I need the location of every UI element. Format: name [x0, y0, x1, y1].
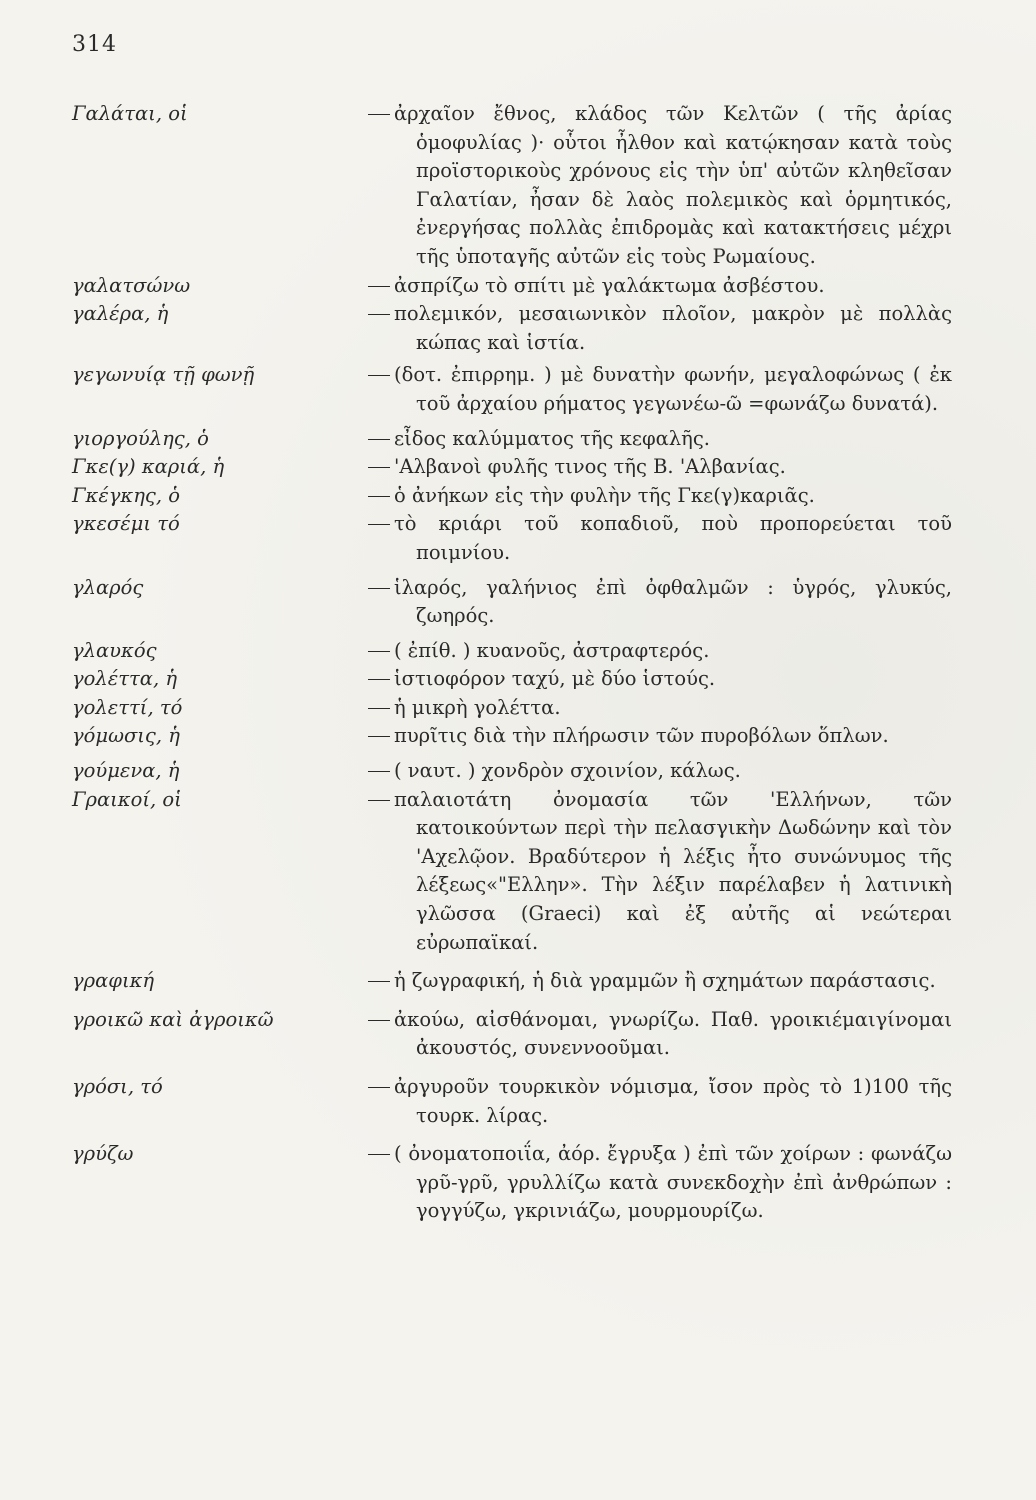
dash	[368, 496, 390, 497]
headword: Γραικοί, οἱ	[72, 787, 182, 811]
definition: ( ὀνοματοποιΐα, ἀόρ. ἔγρυξα ) ἐπὶ τῶν χοίρων : φωνάζω γρῦ-γρῦ, γρυλλίζω κατὰ συνεκδοχὴν ἐπὶ ἀνθρώπων : γογγύζω, γκρινιάζω, μουρμουρίζω.	[368, 1140, 952, 1226]
entry	[72, 694, 952, 723]
definition: ἡ μικρὴ γολέττα.	[368, 694, 952, 723]
entry	[72, 1006, 952, 1063]
dash	[368, 736, 390, 737]
dash	[368, 1154, 390, 1155]
dash	[368, 588, 390, 589]
definition: πυρῖτις διὰ τὴν πλήρωσιν τῶν πυροβόλων ὅπλων.	[368, 722, 952, 751]
headword: γούμενα, ἡ	[72, 759, 180, 783]
headword: γόμωσις, ἡ	[72, 724, 180, 748]
headword: γιοργούλης, ὁ	[72, 426, 209, 450]
headword: Γκέγκης, ὁ	[72, 483, 180, 507]
entry	[72, 1073, 952, 1130]
dash	[368, 114, 390, 115]
dash	[368, 651, 390, 652]
headword: γροικῶ καὶ ἀγροικῶ	[72, 1007, 274, 1031]
headword: γαλατσώνω	[72, 273, 191, 297]
entry	[72, 300, 952, 357]
dash	[368, 286, 390, 287]
definition: τὸ κριάρι τοῦ κοπαδιοῦ, ποὺ προπορεύεται τοῦ ποιμνίου.	[368, 510, 952, 567]
definition: ἱστιοφόρον ταχύ, μὲ δύο ἱστούς.	[368, 665, 952, 694]
headword: γαλέρα, ἡ	[72, 302, 169, 326]
dash	[368, 771, 390, 772]
headword: γολέττα, ἡ	[72, 667, 178, 691]
entry	[72, 757, 952, 786]
dash	[368, 981, 390, 982]
headword: γκεσέμι τό	[72, 512, 180, 536]
definition: ( ἐπίθ. ) κυανοῦς, ἀστραφτερός.	[368, 637, 952, 666]
entry	[72, 425, 952, 454]
dash	[368, 524, 390, 525]
headword: Γαλάται, οἱ	[72, 102, 188, 125]
dash	[368, 708, 390, 709]
definition: πολεμικόν, μεσαιωνικὸν πλοῖον, μακρὸν μὲ πολλὰς κώπας καὶ ἱστία.	[368, 300, 952, 357]
entry	[72, 510, 952, 567]
glossary-entries	[72, 100, 952, 1226]
headword: γρύζω	[72, 1142, 134, 1166]
entry	[72, 361, 952, 418]
definition: ἀκούω, αἰσθάνομαι, γνωρίζω. Παθ. γροικιέμαιγίνομαι ἀκουστός, συνεννοοῦμαι.	[368, 1006, 952, 1063]
definition: εἶδος καλύμματος τῆς κεφαλῆς.	[368, 425, 952, 454]
entry	[72, 453, 952, 482]
entry	[72, 1140, 952, 1226]
entry	[72, 637, 952, 666]
headword: γλαυκός	[72, 638, 157, 662]
definition: παλαιοτάτη ὀνομασία τῶν 'Ελλήνων, τῶν κατοικούντων περὶ τὴν πελασγικὴν Δωδώνην καὶ τὸν 'Αχελῷον. Βραδύτερον ἡ λέξις ἦτο συνώνυμος τῆς λέξεως«"Ελλην». Τὴν λέξιν παρέλαβεν ἡ λατινικὴ γλῶσσα (Graeci) καὶ ἐξ αὐτῆς αἱ νεώτεραι εὐρωπαϊκαί.	[368, 786, 952, 958]
dash	[368, 1020, 390, 1021]
entry	[72, 665, 952, 694]
definition: ἡ ζωγραφική, ἡ διὰ γραμμῶν ἢ σχημάτων παράστασις.	[368, 967, 952, 996]
definition: 'Αλβανοὶ φυλῆς τινος τῆς Β. 'Αλβανίας.	[368, 453, 952, 482]
definition: (δοτ. ἐπιρρημ. ) μὲ δυνατὴν φωνήν, μεγαλοφώνως ( ἐκ τοῦ ἀρχαίου ρήματος γεγωνέω-ῶ =φωνάζω δυνατά).	[368, 361, 952, 418]
headword: γρόσι, τό	[72, 1075, 163, 1098]
headword: γεγωνυίᾳ τῇ φωνῇ	[72, 363, 255, 387]
dash	[368, 467, 390, 468]
definition: ὁ ἀνήκων εἰς τὴν φυλὴν τῆς Γκε(γ)καριᾶς.	[368, 482, 952, 511]
dash	[368, 375, 390, 376]
definition: ἀρχαῖον ἔθνος, κλάδος τῶν Κελτῶν ( τῆς ἀρίας ὁμοφυλίας )· οὗτοι ἦλθον καὶ κατῴκησαν κατὰ τοὺς προϊστορικοὺς χρόνους εἰς τὴν ὑπ' αὐτῶν κληθεῖσαν Γαλατίαν, ἦσαν δὲ λαὸς πολεμικὸς καὶ ὁρμητικός, ἐνεργήσας πολλὰς ἐπιδρομὰς καὶ κατακτήσεις μέχρι τῆς ὑποταγῆς αὐτῶν εἰς τοὺς Ρωμαίους.	[368, 100, 952, 272]
page-number: 314	[72, 32, 117, 57]
definition: ( ναυτ. ) χονδρὸν σχοινίον, κάλως.	[368, 757, 952, 786]
entry	[72, 482, 952, 511]
headword: γολεττί, τό	[72, 695, 183, 719]
entry	[72, 722, 952, 751]
headword: γραφική	[72, 969, 155, 993]
definition: ἀσπρίζω τὸ σπίτι μὲ γαλάκτωμα ἀσβέστου.	[368, 272, 952, 301]
headword: γλαρός	[72, 575, 144, 599]
dash	[368, 800, 390, 801]
definition: ἀργυροῦν τουρκικὸν νόμισμα, ἴσον πρὸς τὸ 1)100 τῆς τουρκ. λίρας.	[368, 1073, 952, 1130]
dash	[368, 679, 390, 680]
dash	[368, 439, 390, 440]
entry	[72, 967, 952, 996]
dash	[368, 1087, 390, 1088]
entry	[72, 272, 952, 301]
entry	[72, 100, 952, 272]
headword: Γκε(γ) καριά, ἡ	[72, 455, 225, 479]
entry	[72, 786, 952, 958]
dash	[368, 314, 390, 315]
entry	[72, 574, 952, 631]
definition: ἱλαρός, γαλήνιος ἐπὶ ὀφθαλμῶν : ὑγρός, γλυκύς, ζωηρός.	[368, 574, 952, 631]
